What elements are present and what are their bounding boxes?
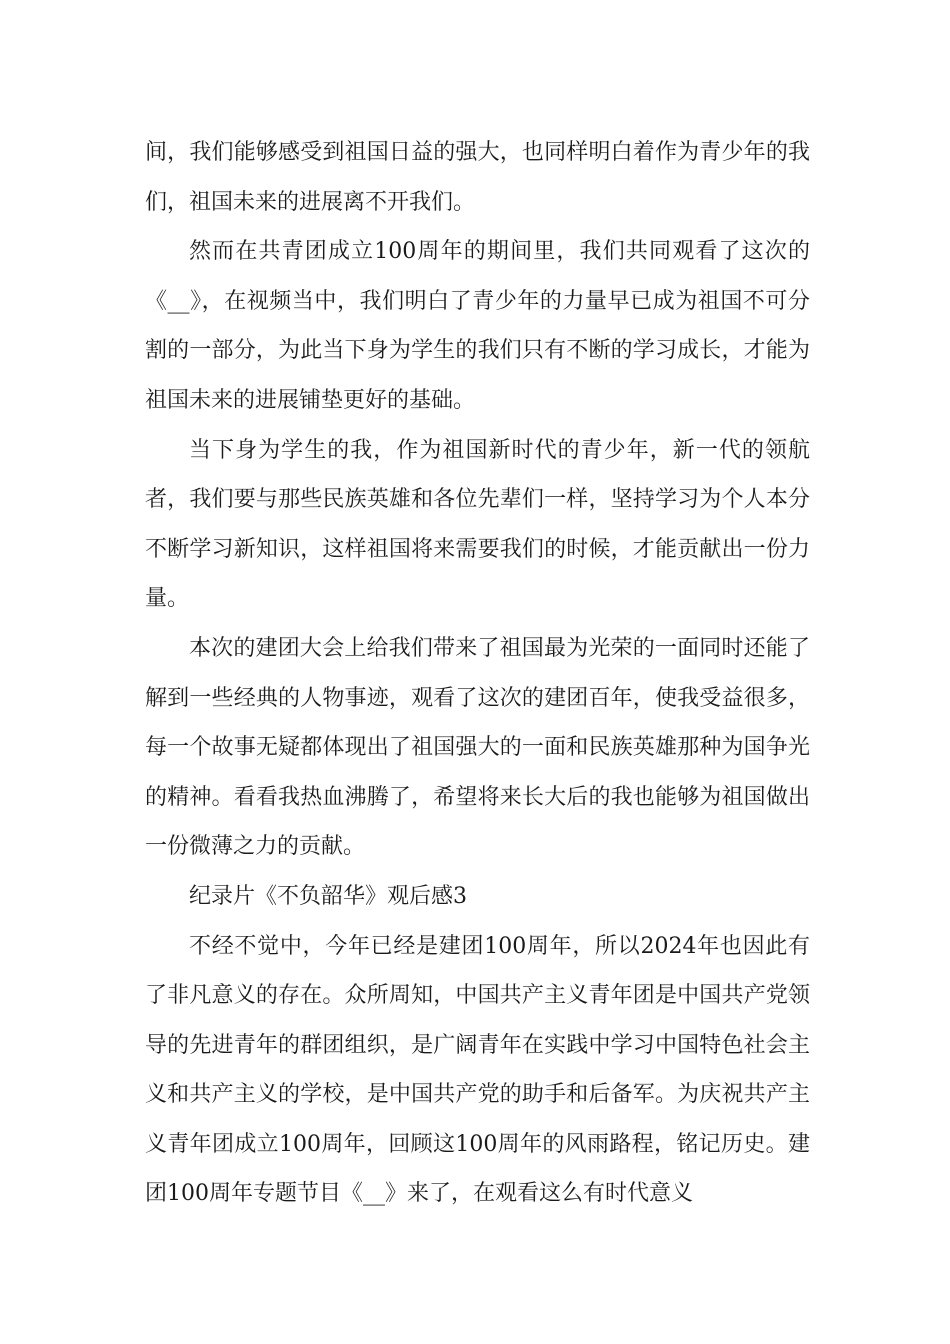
section-heading: 纪录片《不负韶华》观后感3 <box>189 883 467 909</box>
paragraph: 然而在共青团成立100周年的期间里，我们共同观看了这次的《__》，在视频当中，我们明白了青少年的力量早已成为祖国不可分割的一部分，为此当下身为学生的我们只有不断的学习成长，才能为祖国未来的进展铺垫更好的基础。 <box>145 239 810 413</box>
paragraph: 不经不觉中，今年已经是建团100周年，所以2024年也因此有了非凡意义的存在。众所周知，中国共产主义青年团是中国共产党领导的先进青年的群团组织，是广阔青年在实践中学习中国特色社会主义和共产主义的学校，是中国共产党的助手和后备军。为庆祝共产主义青年团成立100周年，回顾这100周年的风雨路程，铭记历史。建团100周年专题节目《__》来了，在观看这么有时代意义 <box>145 933 811 1207</box>
document-body <box>145 128 810 1219</box>
paragraph: 本次的建团大会上给我们带来了祖国最为光荣的一面同时还能了解到一些经典的人物事迹，观看了这次的建团百年，使我受益很多，每一个故事无疑都体现出了祖国强大的一面和民族英雄那种为国争光的精神。看看我热血沸腾了，希望将来长大后的我也能够为祖国做出一份微薄之力的贡献。 <box>145 635 810 860</box>
paragraph-continuation: 间，我们能够感受到祖国日益的强大，也同样明白着作为青少年的我们，祖国未来的进展离不开我们。 <box>145 140 810 215</box>
paragraph: 当下身为学生的我，作为祖国新时代的青少年，新一代的领航者，我们要与那些民族英雄和各位先辈们一样，坚持学习为个人本分不断学习新知识，这样祖国将来需要我们的时候，才能贡献出一份力量。 <box>145 437 810 612</box>
